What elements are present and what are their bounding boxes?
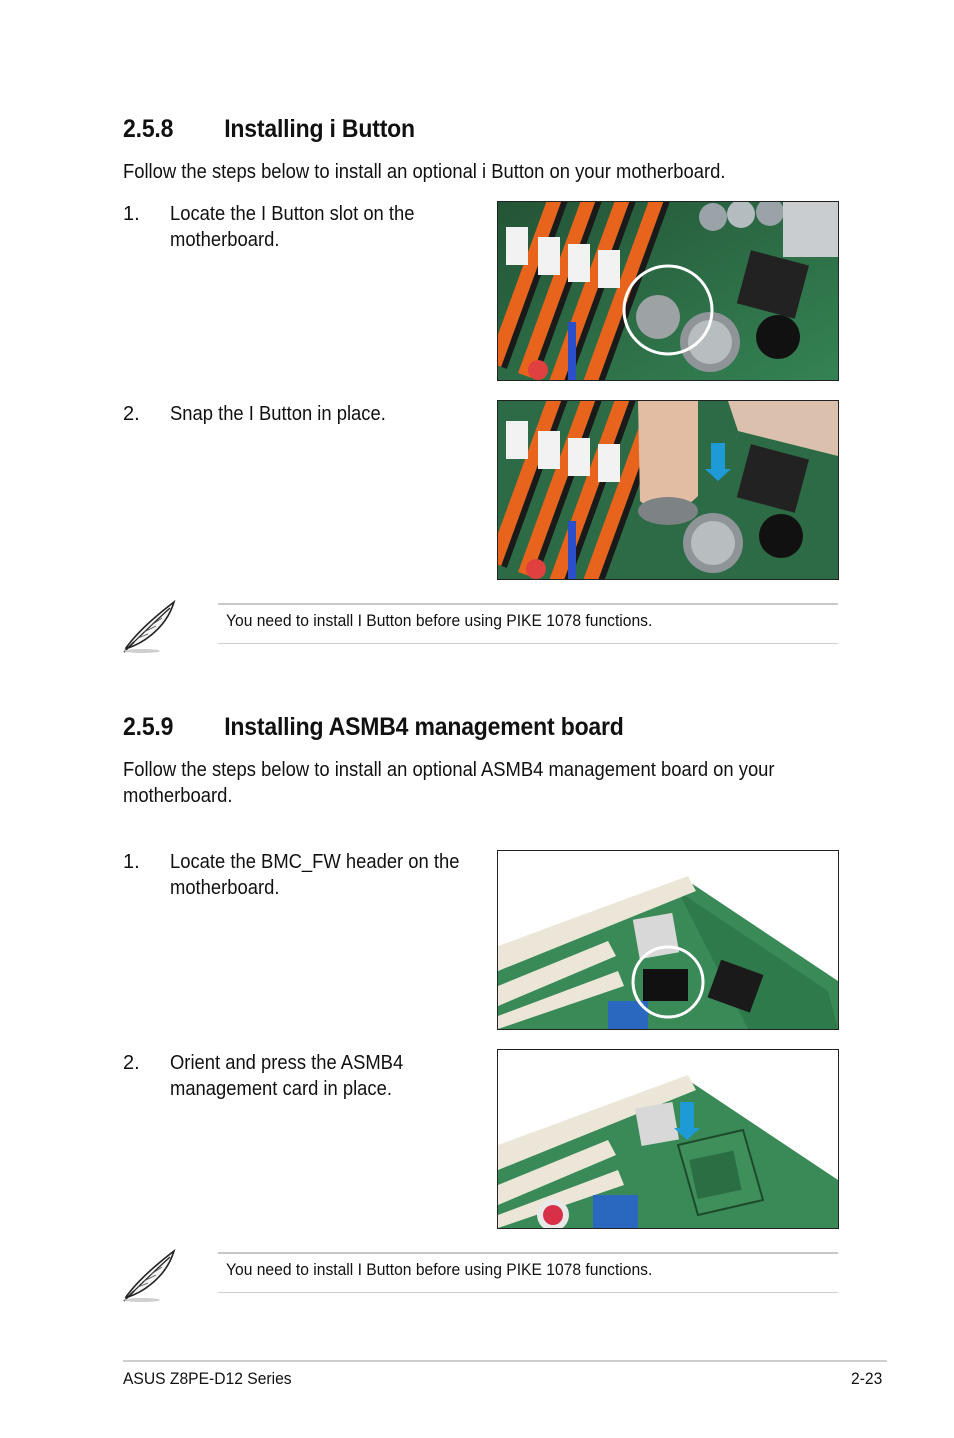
section-heading-2-5-8 bbox=[123, 115, 767, 147]
note-rule-bottom bbox=[218, 643, 838, 644]
step-text-line: Locate the BMC_FW header on the bbox=[170, 851, 460, 873]
step-text-line: Orient and press the ASMB4 bbox=[170, 1052, 404, 1074]
step-number: 2. bbox=[123, 1052, 140, 1074]
section-heading-2-5-9 bbox=[123, 713, 767, 745]
step-text bbox=[170, 1050, 403, 1102]
ibutton-snap-photo bbox=[497, 400, 839, 580]
section-intro-line: Follow the steps below to install an optional ASMB4 management board on your bbox=[123, 759, 775, 781]
note-text: You need to install I Button before using PIKE 1078 functions. bbox=[226, 611, 653, 630]
section-title: Installing i Button bbox=[224, 115, 415, 143]
feather-quill-icon bbox=[120, 1247, 180, 1303]
step-text bbox=[170, 401, 386, 427]
footer-rule bbox=[123, 1360, 887, 1362]
step-number: 1. bbox=[123, 203, 140, 225]
bmc-fw-header-photo bbox=[497, 850, 839, 1030]
step-text-line: motherboard. bbox=[170, 877, 280, 899]
note-rule-top bbox=[218, 1252, 838, 1254]
footer-page-number: 2-23 bbox=[851, 1369, 883, 1388]
section-intro bbox=[123, 757, 822, 809]
step-text bbox=[170, 201, 414, 253]
section-number: 2.5.8 bbox=[123, 115, 174, 143]
section-title: Installing ASMB4 management board bbox=[224, 713, 624, 741]
step-text-line: motherboard. bbox=[170, 229, 280, 251]
ibutton-slot-photo bbox=[497, 201, 839, 381]
feather-quill-icon bbox=[120, 598, 180, 654]
section-intro-line: motherboard. bbox=[123, 785, 233, 807]
step-text bbox=[170, 849, 459, 901]
step-text-line: Locate the I Button slot on the bbox=[170, 203, 415, 225]
step-text-line: management card in place. bbox=[170, 1078, 392, 1100]
note-rule-bottom bbox=[218, 1292, 838, 1293]
step-text-line: Snap the I Button in place. bbox=[170, 403, 386, 425]
step-number: 2. bbox=[123, 403, 140, 425]
note-rule-top bbox=[218, 603, 838, 605]
section-number: 2.5.9 bbox=[123, 713, 174, 741]
footer-product-name: ASUS Z8PE-D12 Series bbox=[123, 1369, 292, 1388]
asmb4-card-photo bbox=[497, 1049, 839, 1229]
step-number: 1. bbox=[123, 851, 140, 873]
section-intro: Follow the steps below to install an optional i Button on your motherboard. bbox=[123, 161, 726, 183]
note-text: You need to install I Button before using PIKE 1078 functions. bbox=[226, 1260, 653, 1279]
